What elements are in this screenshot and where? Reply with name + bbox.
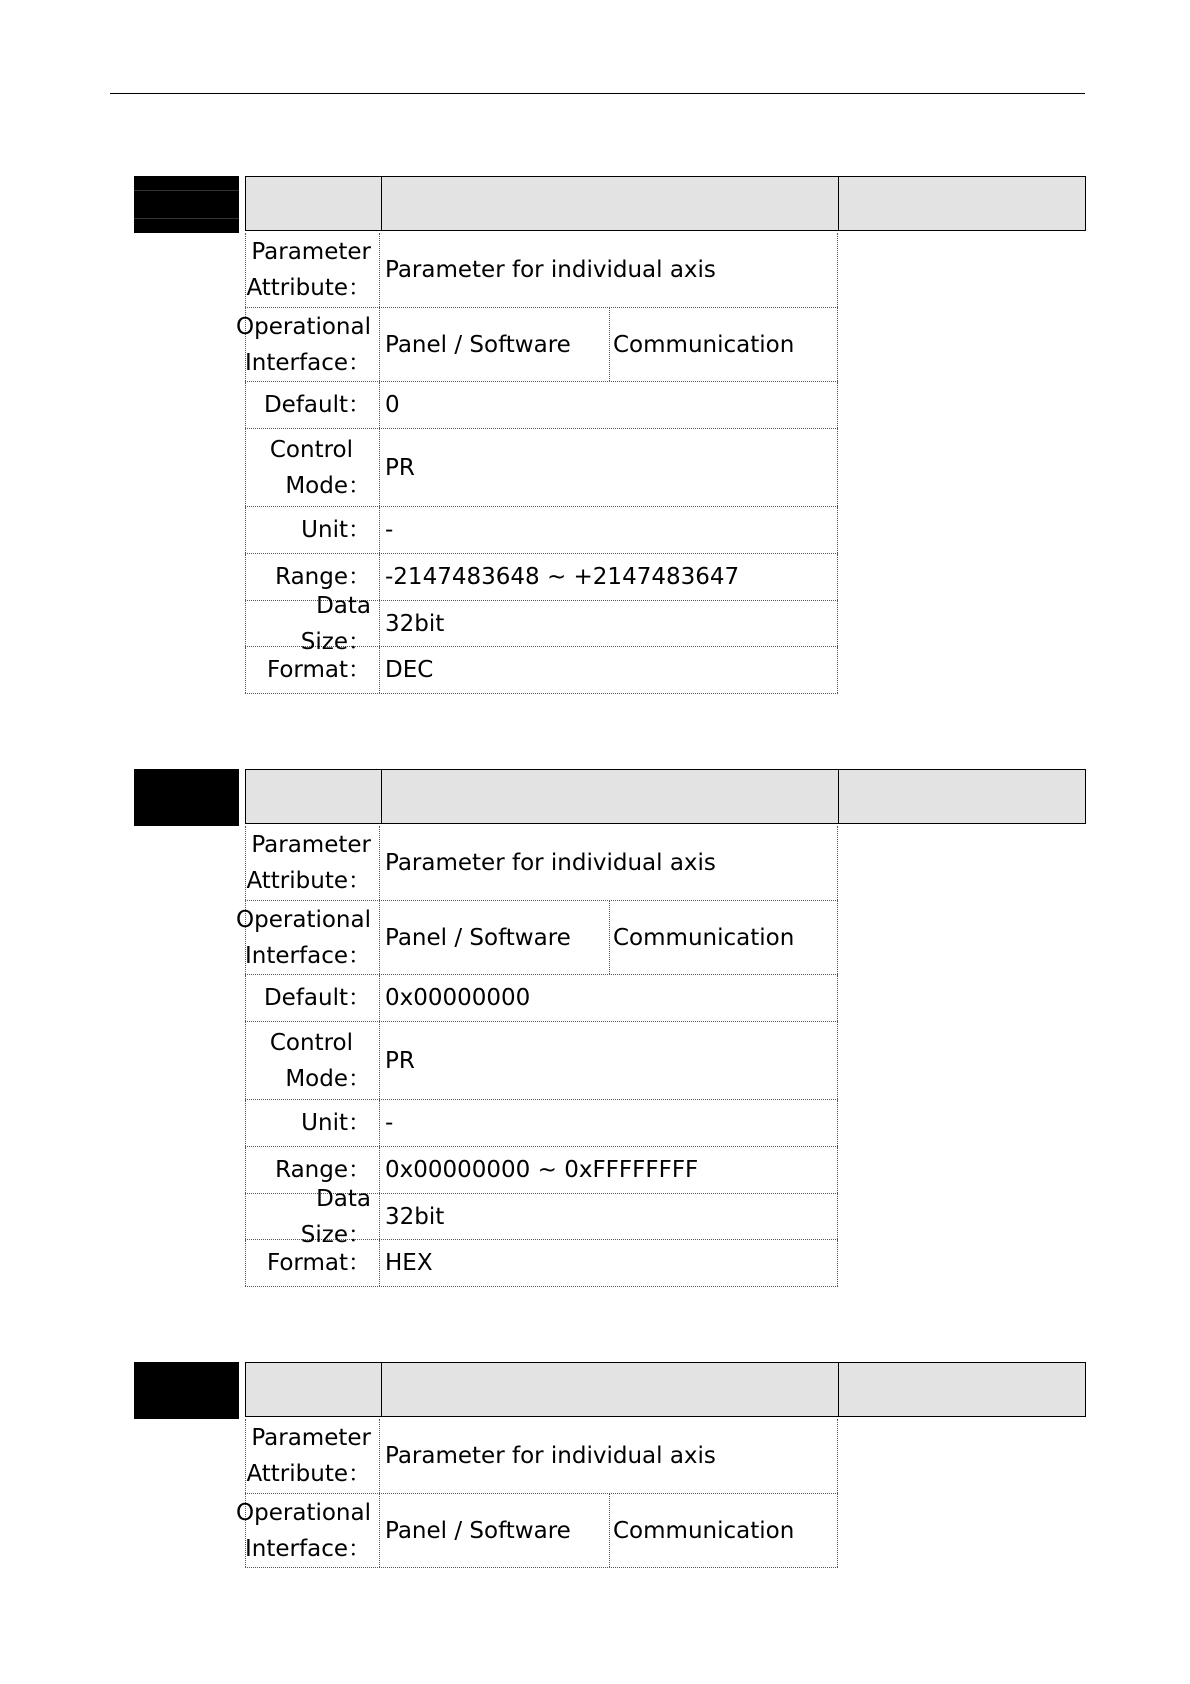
row-label: Range： bbox=[245, 1147, 380, 1193]
row-data-size bbox=[245, 592, 838, 655]
label-line-1: Parameter bbox=[251, 1425, 371, 1451]
row-label: Data Size： bbox=[245, 1194, 380, 1239]
row-value-communication: Communication bbox=[610, 1494, 838, 1567]
row-value: - bbox=[382, 1100, 838, 1146]
row-value: PR bbox=[382, 429, 838, 506]
row-label bbox=[245, 233, 380, 307]
row-label bbox=[245, 1419, 380, 1493]
label-line-1: Operational bbox=[236, 1499, 371, 1526]
row-control-mode bbox=[245, 1022, 838, 1100]
row-label: Unit： bbox=[245, 507, 380, 553]
label-line-1: Operational bbox=[236, 906, 371, 933]
row-value: PR bbox=[382, 1022, 838, 1099]
header-cell-name bbox=[381, 176, 839, 231]
parameter-header bbox=[245, 176, 1085, 233]
row-value: HEX bbox=[382, 1240, 838, 1286]
row-default bbox=[245, 382, 838, 429]
label-line-1: Operational bbox=[236, 313, 371, 340]
parameter-code-tab bbox=[134, 1362, 239, 1419]
header-cell-address bbox=[838, 176, 1086, 231]
page-header-rule bbox=[110, 93, 1085, 94]
row-value-communication: Communication bbox=[610, 901, 838, 974]
label-line-2: Attribute： bbox=[246, 868, 371, 894]
row-unit bbox=[245, 1100, 838, 1147]
row-label bbox=[245, 429, 380, 506]
label-line-2: Mode： bbox=[285, 472, 371, 499]
parameter-code-tab bbox=[134, 769, 239, 826]
label-line-2: Interface： bbox=[245, 1535, 371, 1562]
header-cell-address bbox=[838, 769, 1086, 824]
row-parameter-attribute bbox=[245, 826, 838, 901]
header-cell-address bbox=[838, 1362, 1086, 1417]
row-data-size bbox=[245, 1185, 838, 1248]
row-label bbox=[236, 1494, 380, 1567]
row-operational-interface bbox=[236, 901, 838, 975]
row-value: Parameter for individual axis bbox=[382, 1419, 838, 1493]
row-value-panel: Panel / Software bbox=[382, 1494, 610, 1567]
row-label bbox=[236, 308, 380, 381]
label-line-2: Attribute： bbox=[246, 275, 371, 301]
row-label bbox=[245, 1022, 380, 1099]
row-value-panel: Panel / Software bbox=[382, 308, 610, 381]
parameter-code-tab bbox=[134, 176, 239, 233]
label-line-2: Interface： bbox=[245, 349, 371, 376]
label-line-2: Interface： bbox=[245, 942, 371, 969]
label-line-1: Parameter bbox=[251, 832, 371, 858]
label-line-1: Parameter bbox=[251, 239, 371, 265]
header-cell-code bbox=[245, 769, 382, 824]
row-value: 0x00000000 ~ 0xFFFFFFFF bbox=[382, 1147, 838, 1193]
row-value: - bbox=[382, 507, 838, 553]
row-unit bbox=[245, 507, 838, 554]
parameter-header bbox=[245, 769, 1085, 826]
header-cell-name bbox=[381, 769, 839, 824]
row-value: 32bit bbox=[382, 601, 838, 646]
row-label: Default： bbox=[245, 382, 380, 428]
row-default bbox=[245, 975, 838, 1022]
row-operational-interface bbox=[236, 1494, 838, 1568]
row-label: Range： bbox=[245, 554, 380, 600]
row-value: 0 bbox=[382, 382, 838, 428]
row-label: Default： bbox=[245, 975, 380, 1021]
row-label bbox=[245, 826, 380, 900]
row-value: 0x00000000 bbox=[382, 975, 838, 1021]
row-label: Data Size： bbox=[245, 601, 380, 646]
row-value: 32bit bbox=[382, 1194, 838, 1239]
row-label: Unit： bbox=[245, 1100, 380, 1146]
parameter-header bbox=[245, 1362, 1085, 1419]
label-line-2: Mode： bbox=[285, 1065, 371, 1092]
row-label: Format： bbox=[245, 647, 380, 693]
header-cell-code bbox=[245, 1362, 382, 1417]
row-parameter-attribute bbox=[245, 233, 838, 308]
row-value-panel: Panel / Software bbox=[382, 901, 610, 974]
row-value-communication: Communication bbox=[610, 308, 838, 381]
row-value: -2147483648 ~ +2147483647 bbox=[382, 554, 838, 600]
row-parameter-attribute bbox=[245, 1419, 838, 1494]
label-line-2: Attribute： bbox=[246, 1461, 371, 1487]
row-label bbox=[236, 901, 380, 974]
row-value: Parameter for individual axis bbox=[382, 826, 838, 900]
row-value: DEC bbox=[382, 647, 838, 693]
row-format bbox=[245, 647, 838, 694]
header-cell-code bbox=[245, 176, 382, 231]
row-format bbox=[245, 1240, 838, 1287]
label-line-1: Control bbox=[269, 436, 353, 463]
row-value: Parameter for individual axis bbox=[382, 233, 838, 307]
row-control-mode bbox=[245, 429, 838, 507]
row-operational-interface bbox=[236, 308, 838, 382]
header-cell-name bbox=[381, 1362, 839, 1417]
row-label: Format： bbox=[245, 1240, 380, 1286]
label-line-1: Control bbox=[269, 1029, 353, 1056]
